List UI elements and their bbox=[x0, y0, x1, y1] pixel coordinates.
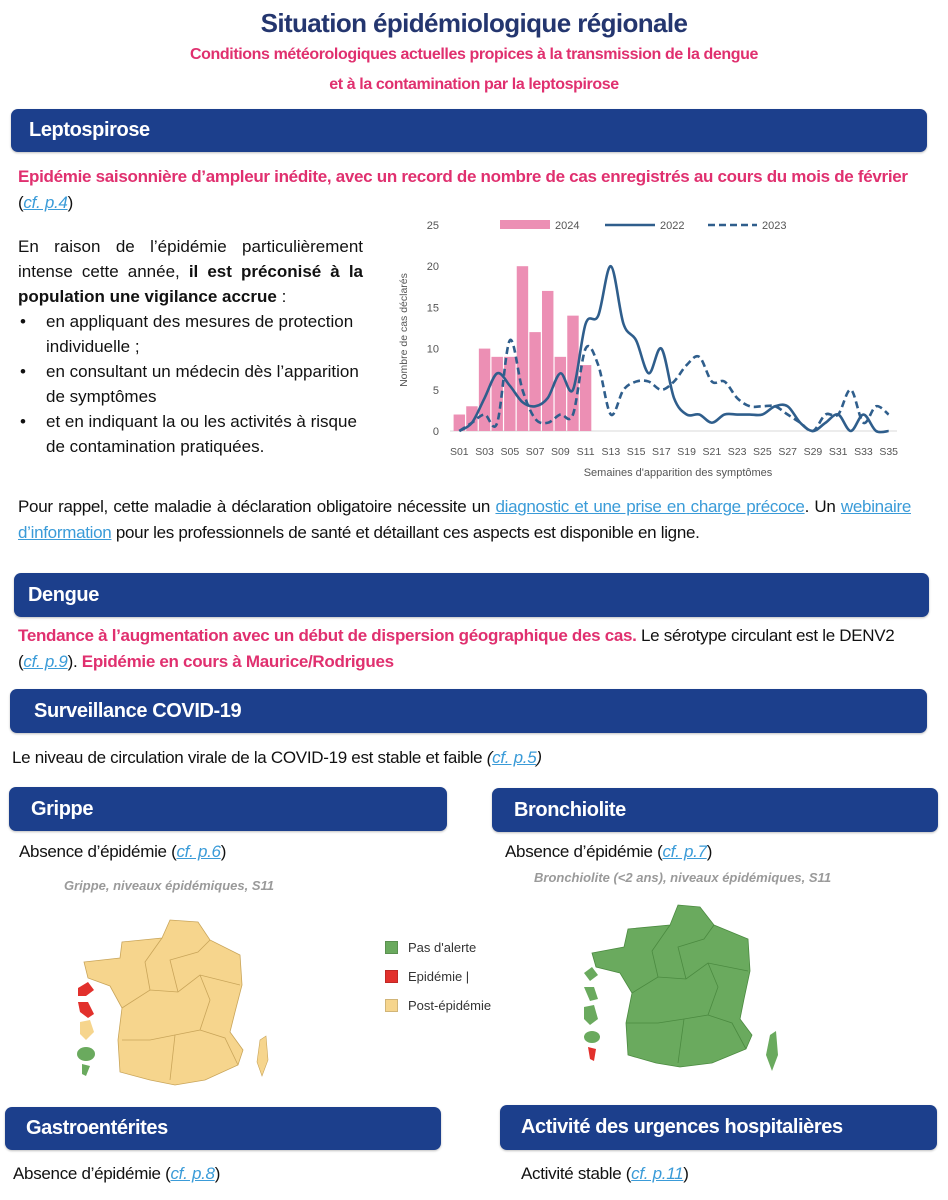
x-tick-label: S01 bbox=[449, 446, 469, 458]
paren: ) bbox=[683, 1164, 689, 1183]
section-title: Activité des urgences hospitalières bbox=[521, 1116, 843, 1138]
bronchiolite-text: Absence d’épidémie ( bbox=[505, 842, 663, 861]
reminder-text: . Un bbox=[804, 497, 841, 516]
list-item-text: en appliquant des mesures de protection individuelle ; bbox=[46, 312, 354, 356]
x-tick-label: S23 bbox=[727, 446, 747, 458]
covid-summary bbox=[12, 745, 912, 771]
x-tick-label: S25 bbox=[753, 446, 772, 458]
y-tick-label: 15 bbox=[426, 302, 439, 315]
paren: ) bbox=[536, 748, 542, 767]
y-axis-label: Nombre de cas déclarés bbox=[398, 273, 410, 387]
urgences-text: Activité stable ( bbox=[521, 1164, 632, 1183]
headline-text: Epidémie saisonnière d’ampleur inédite, avec un record de nombre de cas enregistrés au cours du mois de février bbox=[18, 167, 908, 186]
page-subtitle-line2: et à la contamination par la leptospirose bbox=[329, 76, 619, 93]
webinar-link[interactable]: webinaire d’information bbox=[18, 497, 911, 542]
bar-2024-S09 bbox=[555, 357, 566, 431]
x-tick-label: S27 bbox=[778, 446, 798, 458]
list-item bbox=[18, 309, 363, 359]
legend-label: Epidémie | bbox=[408, 969, 470, 984]
y-tick-label: 0 bbox=[432, 426, 439, 438]
section-title: Dengue bbox=[28, 583, 99, 606]
x-tick-label: S03 bbox=[475, 446, 494, 458]
diagnostic-link[interactable]: diagnostic et une prise en charge précoce bbox=[495, 497, 805, 516]
intro-colon: : bbox=[276, 287, 287, 306]
ref-link-p7[interactable]: cf. p.7 bbox=[662, 842, 707, 861]
section-title: Grippe bbox=[31, 797, 94, 820]
bar-2024-S11 bbox=[580, 365, 591, 431]
dengue-summary bbox=[18, 623, 918, 675]
legend-swatch bbox=[385, 970, 398, 983]
section-header-covid bbox=[10, 689, 927, 733]
section-title: Leptospirose bbox=[29, 119, 150, 141]
ref-link-p11[interactable]: cf. p.11 bbox=[631, 1164, 684, 1183]
map-legend bbox=[385, 933, 491, 1020]
mainland-regions bbox=[592, 905, 752, 1067]
x-tick-label: S19 bbox=[677, 446, 696, 458]
dom-mayotte bbox=[82, 1064, 90, 1076]
x-tick-label: S35 bbox=[879, 446, 899, 458]
x-tick-label: S29 bbox=[803, 446, 823, 458]
leptospirose-chart bbox=[395, 205, 915, 485]
y-tick-label: 5 bbox=[432, 384, 439, 397]
legend-label: Post-épidémie bbox=[408, 998, 492, 1013]
chart-legend bbox=[500, 220, 786, 232]
paren: ( bbox=[18, 193, 24, 212]
list-item-text: en consultant un médecin dès l’apparition de symptômes bbox=[46, 362, 359, 406]
intro-text: En raison de l’épidémie particulièrement intense cette année, bbox=[18, 237, 363, 281]
leptospirose-recommendations bbox=[18, 234, 363, 459]
urgences-summary bbox=[521, 1161, 689, 1187]
bullet-icon: • bbox=[20, 312, 26, 331]
page-subtitle-line1: Conditions météorologiques actuelles propices à la transmission de la dengue bbox=[190, 46, 758, 63]
x-tick-label: S05 bbox=[500, 446, 520, 458]
ref-link-p4[interactable]: cf. p.4 bbox=[23, 193, 68, 212]
legend-label-2024: 2024 bbox=[555, 220, 580, 232]
ref-link-p5[interactable]: cf. p.5 bbox=[492, 748, 537, 767]
x-tick-label: S09 bbox=[550, 446, 570, 458]
x-tick-label: S07 bbox=[525, 446, 545, 458]
legend-label: Pas d'alerte bbox=[408, 940, 477, 955]
x-tick-label: S33 bbox=[854, 446, 873, 458]
page-title: Situation épidémiologique régionale bbox=[260, 8, 688, 38]
y-tick-label: 10 bbox=[426, 343, 439, 356]
dom-martinique bbox=[584, 987, 598, 1001]
list-item bbox=[18, 359, 363, 409]
legend-swatch bbox=[385, 999, 398, 1012]
x-tick-label: S17 bbox=[652, 446, 671, 458]
section-header-dengue bbox=[14, 573, 929, 617]
section-title: Bronchiolite bbox=[514, 798, 626, 821]
legend-label-2023: 2023 bbox=[762, 220, 787, 232]
legend-item-no-alert bbox=[385, 933, 491, 962]
bar-2024-S05 bbox=[504, 357, 515, 431]
bar-2024-S07 bbox=[529, 332, 540, 431]
intro-paragraph bbox=[18, 234, 363, 309]
legend-swatch bbox=[385, 941, 398, 954]
dom-martinique bbox=[78, 1002, 94, 1018]
dengue-highlight: Epidémie en cours à Maurice/Rodrigues bbox=[81, 652, 394, 671]
intro-bold: il est préconisé à la population une vigilance accrue bbox=[18, 262, 363, 306]
paren: ) bbox=[67, 193, 73, 212]
bronchiolite-map-caption: Bronchiolite (<2 ans), niveaux épidémiques, S11 bbox=[534, 870, 832, 885]
corsica bbox=[257, 1036, 268, 1076]
mainland-regions bbox=[84, 920, 243, 1085]
bar-2024-S08 bbox=[542, 291, 553, 431]
dengue-text: ). bbox=[67, 652, 82, 671]
dom-reunion bbox=[584, 1031, 600, 1043]
x-tick-label: S31 bbox=[828, 446, 848, 458]
bronchiolite-summary bbox=[505, 839, 712, 865]
grippe-map-caption: Grippe, niveaux épidémiques, S11 bbox=[64, 878, 274, 893]
dom-guyane bbox=[584, 1005, 598, 1025]
dom-reunion bbox=[77, 1047, 95, 1061]
section-header-bronchiolite bbox=[492, 788, 938, 832]
grippe-france-map bbox=[60, 890, 360, 1100]
dom-mayotte bbox=[588, 1047, 596, 1061]
bronchiolite-france-map bbox=[580, 895, 810, 1075]
y-tick-label: 25 bbox=[426, 220, 439, 232]
paren: ) bbox=[706, 842, 713, 861]
reminder-text: Pour rappel, cette maladie à déclaration obligatoire nécessite un bbox=[18, 497, 496, 516]
bullet-icon: • bbox=[20, 362, 26, 381]
section-header-urgences bbox=[500, 1105, 937, 1150]
section-title: Gastroentérites bbox=[26, 1117, 168, 1139]
grippe-summary bbox=[19, 839, 226, 865]
corsica bbox=[766, 1031, 778, 1071]
section-header-leptospirose bbox=[11, 109, 927, 152]
x-axis-label: Semaines d'apparition des symptômes bbox=[583, 467, 773, 479]
x-tick-label: S15 bbox=[626, 446, 646, 458]
legend-item-post-epidemic bbox=[385, 991, 491, 1020]
covid-text: Le niveau de circulation virale de la COVID-19 est stable et faible bbox=[12, 748, 487, 767]
ref-link-p6[interactable]: cf. p.6 bbox=[176, 842, 221, 861]
bullet-icon: • bbox=[20, 412, 26, 431]
x-tick-label: S11 bbox=[576, 446, 595, 458]
dom-guadeloupe bbox=[78, 982, 94, 996]
dom-guadeloupe bbox=[584, 967, 598, 981]
legend-label-2022: 2022 bbox=[660, 220, 685, 232]
grippe-text: Absence d’épidémie ( bbox=[19, 842, 177, 861]
section-header-grippe bbox=[9, 787, 447, 831]
list-item-text: et en indiquant la ou les activités à risque de contamination pratiquées. bbox=[46, 412, 357, 456]
gastro-text: Absence d’épidémie ( bbox=[13, 1164, 171, 1183]
list-item bbox=[18, 409, 363, 459]
x-tick-label: S13 bbox=[601, 446, 621, 458]
legend-item-epidemic bbox=[385, 962, 491, 991]
legend-swatch-2024 bbox=[500, 220, 550, 229]
ref-link-p9[interactable]: cf. p.9 bbox=[23, 652, 68, 671]
dom-guyane bbox=[80, 1020, 94, 1040]
dengue-highlight: Tendance à l’augmentation avec un début de dispersion géographique des cas. bbox=[18, 626, 637, 645]
gastro-summary bbox=[13, 1161, 220, 1187]
recommendation-list bbox=[18, 309, 363, 459]
paren: ) bbox=[220, 842, 227, 861]
paren: ) bbox=[214, 1164, 221, 1183]
section-header-gastro bbox=[5, 1107, 441, 1150]
dengue-text: Le sérotype circulant est le DENV2 ( bbox=[18, 626, 895, 671]
x-tick-label: S21 bbox=[702, 446, 722, 458]
leptospirose-reminder bbox=[18, 494, 911, 546]
reminder-text: pour les professionnels de santé et détaillant ces aspects est disponible en ligne. bbox=[111, 523, 700, 542]
bar-2024-S06 bbox=[517, 266, 528, 431]
y-tick-label: 20 bbox=[426, 261, 439, 274]
paren: ( bbox=[486, 748, 493, 767]
section-title: Surveillance COVID-19 bbox=[34, 699, 242, 722]
ref-link-p8[interactable]: cf. p.8 bbox=[170, 1164, 215, 1183]
